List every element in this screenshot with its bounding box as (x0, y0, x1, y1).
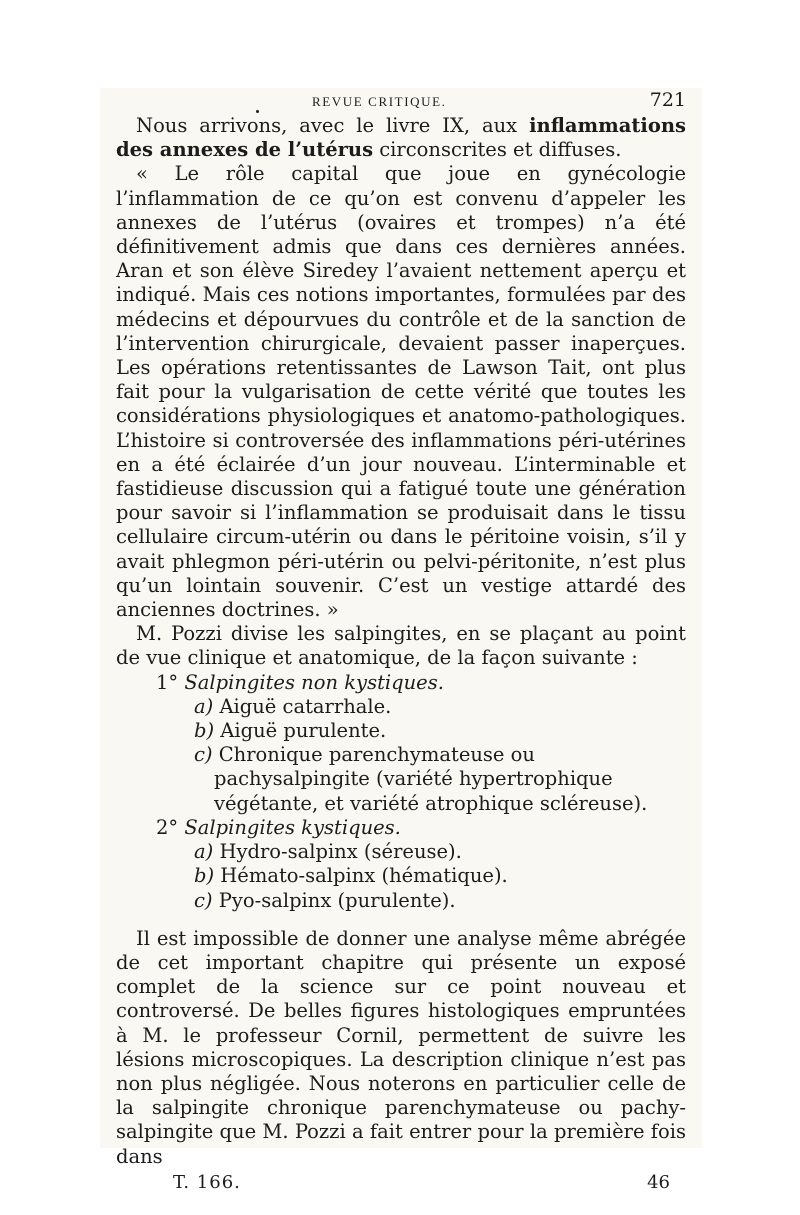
item-letter: c) (194, 888, 213, 912)
intro-paragraph (116, 114, 686, 162)
list-item (116, 743, 686, 816)
item-text: Hémato-salpinx (hématique). (220, 864, 508, 888)
list-item (116, 840, 686, 864)
intro-text-start: Nous arrivons, avec le livre IX, aux (136, 114, 530, 137)
item-text: Pyo-salpinx (purulente). (218, 888, 456, 912)
page-footer (116, 1171, 686, 1197)
group2-heading (116, 816, 686, 840)
item-text: Aiguë catarrhale. (219, 694, 392, 718)
item-letter: a) (194, 694, 214, 718)
volume-signature: T. 166. (173, 1171, 241, 1193)
group2-number: 2° (156, 815, 179, 839)
group1-heading (116, 671, 686, 695)
intro-text-end: circonscrites et diffuses. (373, 138, 622, 162)
item-text: Chronique parenchymateuse ou pachysalpingite (variété hypertrophique végétante, et variété atrophique scléreuse). (214, 743, 648, 815)
list-item (116, 864, 686, 888)
list-item (116, 719, 686, 743)
item-text: Hydro-salpinx (séreuse). (219, 840, 462, 864)
item-letter: a) (194, 840, 214, 864)
item-text: Aiguë purulente. (220, 719, 387, 743)
running-title: REVUE CRITIQUE. (312, 94, 447, 109)
classification-list (116, 671, 686, 913)
item-letter: b) (194, 864, 215, 888)
list-item (116, 889, 686, 913)
classification-intro: M. Pozzi divise les salpingites, en se plaçant au point de vue clinique et anatomique, de la façon suivante : (116, 622, 686, 670)
ink-dot (256, 110, 259, 113)
book-page (100, 88, 702, 1193)
sheet-number: 46 (647, 1171, 670, 1193)
group2-title: Salpingites kystiques. (184, 815, 401, 839)
final-paragraph: Il est impossible de donner une analyse même abrégée de cet important chapitre qui présente un exposé complet de la science sur ce point nouveau et controversé. De belles figures histologiques empruntées à M. le professeur Cornil, permettent de suivre les lésions microscopiques. La description clinique n’est pas non plus négligée. Nous noterons en particulier celle de la salpingite chronique parenchymateuse ou pachy-salpingite que M. Pozzi a fait entrer pour la première fois dans (116, 926, 686, 1168)
group1-title: Salpingites non kystiques. (184, 670, 444, 694)
page-text (116, 88, 686, 1197)
list-item (116, 695, 686, 719)
item-letter: b) (194, 719, 215, 743)
item-letter: c) (194, 743, 213, 767)
quote-paragraph: « Le rôle capital que joue en gynécologie l’inflammation de ce qu’on est convenu d’appeler les annexes de l’utérus (ovaires et trompes) n’a été définitivement admis que dans ces dernières années. Aran et son élève Siredey l’avaient nettement aperçu et indiqué. Mais ces notions importantes, formulées par des médecins et dépourvues du contrôle et de la sanction de l’intervention chirurgicale, devaient passer inaperçues. Les opérations retentissantes de Lawson Tait, ont plus fait pour la vulgarisation de cette vérité que toutes les considérations physiologiques et anatomo-pathologiques. L’histoire si controversée des inflammations péri-utérines en a été éclairée d’un jour nouveau. L’interminable et fastidieuse discussion qui a fatigué toute une génération pour savoir si l’inflammation se produisait dans le tissu cellulaire circum-utérin ou dans le péritoine voisin, s’il y avait phlegmon péri-utérin ou pelvi-péritonite, n’est plus qu’un lointain souvenir. C’est un vestige attardé des anciennes doctrines. » (116, 162, 686, 622)
intro-bold-topic: inflammations des annexes de l’utérus (116, 114, 686, 162)
page-number: 721 (649, 89, 686, 111)
page-header (116, 88, 686, 114)
group1-number: 1° (156, 670, 179, 694)
section-gap (116, 913, 686, 927)
